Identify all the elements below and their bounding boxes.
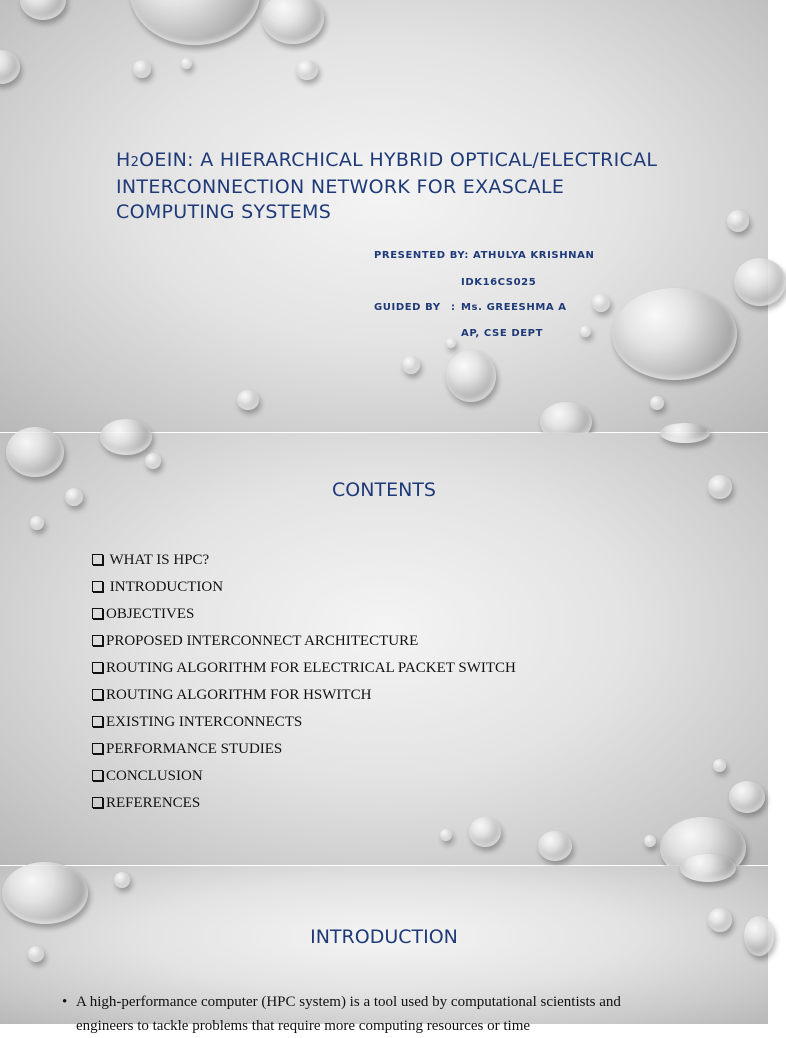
water-drop [680, 854, 736, 882]
slide-introduction [0, 866, 768, 1034]
contents-item-label: CONCLUSION [106, 768, 203, 784]
water-drop [2, 862, 88, 924]
contents-item [92, 736, 516, 763]
introduction-heading: INTRODUCTION [310, 926, 458, 948]
checkbox-bullet-icon [92, 689, 103, 700]
contents-item-label: EXISTING INTERCONNECTS [106, 714, 303, 730]
introduction-bullet: • A high-performance computer (HPC system) is a tool used by computational scientists and engineers to tackle problems that require more computing resources or time [62, 990, 702, 1038]
contents-item-label: WHAT IS HPC? [106, 552, 210, 568]
contents-list [92, 547, 516, 817]
checkbox-bullet-icon [92, 770, 103, 781]
water-drop [446, 350, 496, 402]
presented-by: PRESENTED BY: ATHULYA KRISHNAN [374, 250, 595, 261]
slide-contents [0, 433, 768, 865]
water-drop [538, 831, 572, 861]
water-drop [237, 390, 259, 410]
student-id: IDK16CS025 [461, 277, 537, 288]
contents-item-label: PERFORMANCE STUDIES [106, 741, 283, 757]
contents-item-label: ROUTING ALGORITHM FOR ELECTRICAL PACKET SWITCH [106, 660, 516, 676]
guided-by-colon: : [451, 302, 456, 313]
water-drop [660, 423, 710, 443]
presentation-title: H2OEIN: A HIERARCHICAL HYBRID OPTICAL/ELECTRICAL INTERCONNECTION NETWORK FOR EXASCALE COMPUTING SYSTEMS [116, 149, 658, 223]
water-drop [130, 0, 260, 45]
slide-title [0, 0, 768, 432]
water-drop [402, 356, 420, 374]
water-drop [28, 946, 44, 962]
guide-name: Ms. GREESHMA A [461, 302, 567, 313]
water-drop [145, 453, 161, 469]
water-drop [100, 419, 152, 455]
contents-item-label: REFERENCES [106, 795, 201, 811]
water-drop [133, 60, 151, 78]
contents-item-label: INTRODUCTION [106, 579, 224, 595]
water-drop [20, 0, 66, 20]
contents-item-label: ROUTING ALGORITHM FOR HSWITCH [106, 687, 372, 703]
contents-item-label: PROPOSED INTERCONNECT ARCHITECTURE [106, 633, 419, 649]
bullet-icon: • [62, 994, 68, 1010]
checkbox-bullet-icon [92, 662, 103, 673]
checkbox-bullet-icon [92, 797, 103, 808]
water-drop [6, 427, 64, 477]
contents-item [92, 763, 516, 790]
water-drop [469, 817, 501, 847]
contents-item [92, 790, 516, 817]
guided-by-label: GUIDED BY [374, 302, 441, 313]
checkbox-bullet-icon [92, 716, 103, 727]
contents-item [92, 601, 516, 628]
checkbox-bullet-icon [92, 554, 103, 565]
water-drop [446, 338, 456, 348]
water-drop [30, 516, 44, 530]
water-drop [114, 872, 130, 888]
guide-dept: AP, CSE DEPT [461, 328, 544, 339]
contents-heading: CONTENTS [332, 479, 436, 501]
water-drop [592, 294, 610, 312]
contents-item-label: OBJECTIVES [106, 606, 195, 622]
water-drop [713, 759, 726, 772]
water-drop [727, 210, 749, 232]
water-drop [262, 0, 324, 44]
water-drop [650, 396, 664, 410]
water-drop [181, 58, 192, 69]
checkbox-bullet-icon [92, 743, 103, 754]
contents-item [92, 682, 516, 709]
checkbox-bullet-icon [92, 608, 103, 619]
water-drop [612, 288, 737, 380]
water-drop [440, 829, 452, 841]
checkbox-bullet-icon [92, 581, 103, 592]
contents-item [92, 547, 516, 574]
water-drop [734, 258, 786, 306]
contents-item [92, 574, 516, 601]
checkbox-bullet-icon [92, 635, 103, 646]
contents-item [92, 655, 516, 682]
contents-item [92, 628, 516, 655]
contents-item [92, 709, 516, 736]
water-drop [580, 326, 591, 337]
water-drop [729, 781, 765, 813]
water-drop [296, 60, 318, 80]
water-drop [0, 50, 20, 84]
water-drop [644, 835, 656, 847]
